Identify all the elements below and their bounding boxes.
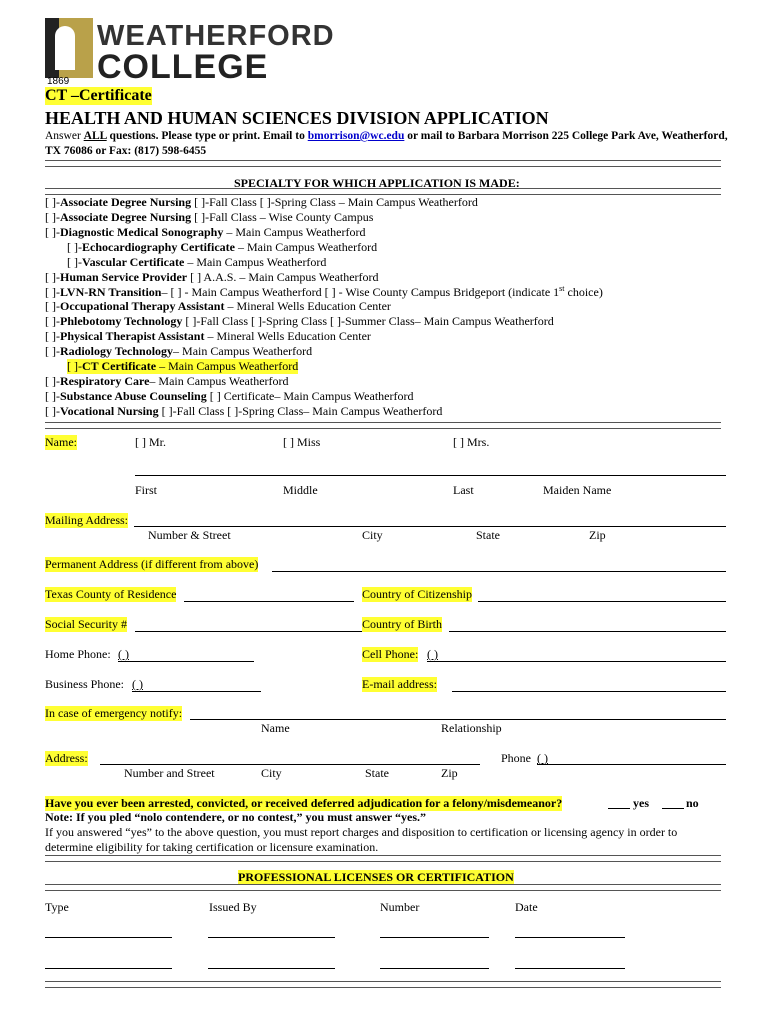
logo-year: 1869 <box>47 76 70 87</box>
program-item[interactable] <box>45 210 373 225</box>
country-citizenship-label: Country of Citizenship <box>362 587 472 601</box>
emergency-contact-field[interactable] <box>190 719 726 720</box>
program-item[interactable] <box>45 329 371 344</box>
program-options: [ ] Certificate– Main Campus Weatherford <box>206 388 414 403</box>
texas-county-label: Texas County of Residence <box>45 587 177 601</box>
email-link[interactable]: bmorrison@wc.edu <box>307 130 405 142</box>
last-label: Last <box>453 483 474 497</box>
program-item[interactable] <box>45 284 603 300</box>
program-options: [ ]-Fall Class [ ]-Spring Class – Main Campus Weatherford <box>191 195 478 209</box>
city-label: City <box>362 528 383 542</box>
street-label: Number & Street <box>148 528 231 542</box>
program-name: CT Certificate <box>82 358 157 373</box>
business-phone-label: Business Phone: <box>45 677 125 691</box>
program-checkbox[interactable]: [ ]- <box>45 373 60 388</box>
program-name: Human Service Provider <box>60 269 188 284</box>
program-item[interactable] <box>67 359 298 374</box>
certificate-label: CT –Certificate <box>45 87 152 104</box>
separator <box>45 884 721 891</box>
program-options: – Main Campus Weatherford <box>223 224 366 239</box>
program-item[interactable] <box>45 344 312 359</box>
program-checkbox[interactable]: [ ]- <box>67 358 82 373</box>
cell-phone-field[interactable] <box>427 661 726 662</box>
nolo-note: Note: If you pled “nolo contendere, or no contest,” you must answer “yes.” <box>45 810 426 824</box>
city2-label: City <box>261 766 282 780</box>
program-checkbox[interactable]: [ ]- <box>45 269 60 284</box>
license-type-field[interactable] <box>45 968 172 969</box>
program-options: [ ]-Fall Class – Wise County Campus <box>191 209 374 224</box>
program-checkbox[interactable]: [ ]- <box>45 329 60 344</box>
program-item[interactable] <box>45 195 478 210</box>
emergency-phone-area: ( ) <box>537 751 548 765</box>
middle-label: Middle <box>283 483 318 497</box>
program-checkbox[interactable]: [ ]- <box>45 388 60 403</box>
program-options: – Mineral Wells Education Center <box>224 299 391 314</box>
license-type-label: Type <box>45 900 69 914</box>
bell-tower-logo-mark <box>45 18 93 78</box>
maiden-name-label: Maiden Name <box>543 483 612 497</box>
separator <box>45 188 721 195</box>
program-item[interactable] <box>45 374 289 389</box>
program-options: – Main Campus Weatherford <box>149 373 289 388</box>
program-checkbox[interactable]: [ ]- <box>45 195 60 209</box>
full-name-field[interactable] <box>135 475 726 476</box>
license-number-label: Number <box>380 900 420 914</box>
yes-label: yes <box>633 796 649 810</box>
instructions-line2: TX 76086 or Fax: (817) 598-6455 <box>45 145 207 157</box>
ordinal-superscript: st <box>559 284 565 294</box>
program-checkbox[interactable]: [ ]- <box>45 224 60 239</box>
logo-text-weatherford: WEATHERFORD <box>97 20 335 52</box>
program-name: Vascular Certificate <box>82 254 185 269</box>
program-options: [ ] A.A.S. – Main Campus Weatherford <box>187 269 379 284</box>
cell-phone-label: Cell Phone: <box>362 647 419 661</box>
program-item[interactable] <box>67 255 326 270</box>
emergency-address-field[interactable] <box>100 764 480 765</box>
page-title: HEALTH AND HUMAN SCIENCES DIVISION APPLICATION <box>45 108 549 128</box>
separator <box>45 981 721 988</box>
program-name: Respiratory Care <box>60 373 150 388</box>
program-options: [ ]-Fall Class [ ]-Spring Class [ ]-Summer Class– Main Campus Weatherford <box>182 314 554 329</box>
state-label: State <box>476 528 500 542</box>
program-name: Phlebotomy Technology <box>60 314 183 329</box>
license-issued-field[interactable] <box>208 937 335 938</box>
state2-label: State <box>365 766 389 780</box>
separator <box>45 160 721 167</box>
arrest-question: Have you ever been arrested, convicted, or received deferred adjudication for a felony/misdemeanor? <box>45 796 563 810</box>
license-number-field[interactable] <box>380 968 489 969</box>
program-options-tail: choice) <box>564 285 603 300</box>
arrest-explanation-1: If you answered “yes” to the above question, you must report charges and disposition to certification or licensing agency in order to <box>45 825 678 839</box>
emergency-phone-label: Phone <box>501 751 531 765</box>
emergency-phone-field[interactable] <box>537 764 726 765</box>
program-item[interactable] <box>45 404 442 419</box>
program-item[interactable] <box>45 225 365 240</box>
permanent-address-field[interactable] <box>272 571 726 572</box>
license-issued-label: Issued By <box>209 900 257 914</box>
email-address-label: E-mail address: <box>362 677 437 691</box>
first-label: First <box>135 483 158 497</box>
program-name: Associate Degree Nursing <box>60 209 192 224</box>
program-checkbox[interactable]: [ ]- <box>45 344 60 358</box>
country-citizenship-field[interactable] <box>478 601 726 602</box>
separator <box>45 855 721 862</box>
program-name: Vocational Nursing <box>60 403 159 418</box>
program-item[interactable] <box>45 270 379 285</box>
separator <box>45 422 721 429</box>
email-address-field[interactable] <box>452 691 726 692</box>
program-item[interactable] <box>67 240 377 255</box>
emergency-contact-label: In case of emergency notify: <box>45 706 183 720</box>
licenses-heading: PROFESSIONAL LICENSES OR CERTIFICATION <box>238 870 514 884</box>
program-options: – Main Campus Weatherford <box>173 344 313 358</box>
license-issued-field[interactable] <box>208 968 335 969</box>
country-birth-field[interactable] <box>449 631 726 632</box>
address2-label: Address: <box>45 751 88 765</box>
logo-text-college: COLLEGE <box>97 48 269 86</box>
ssn-field[interactable] <box>135 631 362 632</box>
program-options: – Mineral Wells Education Center <box>204 329 371 344</box>
name-label: Name: <box>45 435 77 449</box>
program-name: Occupational Therapy Assistant <box>60 299 225 314</box>
program-checkbox[interactable]: [ ]- <box>45 209 60 224</box>
country-birth-label: Country of Birth <box>362 617 442 631</box>
relationship-label: Relationship <box>441 721 502 735</box>
title-miss-checkbox[interactable]: [ ] Miss <box>283 435 321 449</box>
license-number-field[interactable] <box>380 937 489 938</box>
program-name: Echocardiography Certificate <box>82 239 235 254</box>
zip2-label: Zip <box>441 766 458 780</box>
program-checkbox[interactable]: [ ]- <box>45 314 60 329</box>
license-date-field[interactable] <box>515 937 625 938</box>
business-phone-area: ( ) <box>132 677 143 691</box>
program-name: LVN-RN Transition <box>60 285 162 300</box>
license-date-label: Date <box>515 900 538 914</box>
specialty-heading: SPECIALTY FOR WHICH APPLICATION IS MADE: <box>234 176 520 190</box>
instructions-line1: Answer ALL questions. Please type or print. Email to bmorrison@wc.edu or mail to Barbara Morrison 225 College Park Ave, Weatherford, <box>45 130 728 142</box>
texas-county-field[interactable] <box>184 601 354 602</box>
program-options: – Main Campus Weatherford <box>234 239 378 254</box>
program-options: – Main Campus Weatherford <box>156 358 299 373</box>
title-mrs-checkbox[interactable]: [ ] Mrs. <box>453 435 490 449</box>
number-street-label: Number and Street <box>124 766 215 780</box>
mailing-address-label: Mailing Address: <box>45 513 128 527</box>
license-date-field[interactable] <box>515 968 625 969</box>
program-name: Radiology Technology <box>60 344 174 358</box>
cell-phone-area: ( ) <box>427 647 438 661</box>
program-checkbox[interactable]: [ ]- <box>67 254 82 269</box>
emergency-name-label: Name <box>261 721 290 735</box>
program-name: Diagnostic Medical Sonography <box>60 224 224 239</box>
mailing-address-field[interactable] <box>134 526 726 527</box>
program-name: Associate Degree Nursing <box>60 195 192 209</box>
home-phone-label: Home Phone: <box>45 647 111 661</box>
ssn-label: Social Security # <box>45 617 127 631</box>
arrest-explanation-2: determine eligibility for taking certification or licensure examination. <box>45 840 379 854</box>
program-options: [ ]-Fall Class [ ]-Spring Class– Main Campus Weatherford <box>158 403 443 418</box>
program-options: – [ ] - Main Campus Weatherford [ ] - Wise County Campus Bridgeport (indicate 1 <box>161 285 560 300</box>
home-phone-area: ( ) <box>118 647 129 661</box>
business-phone-field[interactable] <box>132 691 261 692</box>
program-name: Substance Abuse Counseling <box>60 388 207 403</box>
no-label: no <box>686 796 699 810</box>
program-item[interactable] <box>45 314 554 329</box>
zip-label: Zip <box>589 528 606 542</box>
program-checkbox[interactable]: [ ]- <box>67 239 82 254</box>
program-checkbox[interactable]: [ ]- <box>45 299 60 314</box>
program-item[interactable] <box>45 299 391 314</box>
program-item[interactable] <box>45 389 413 404</box>
home-phone-field[interactable] <box>118 661 254 662</box>
program-checkbox[interactable]: [ ]- <box>45 403 60 418</box>
program-options: – Main Campus Weatherford <box>184 254 327 269</box>
license-type-field[interactable] <box>45 937 172 938</box>
arrest-yes-field[interactable] <box>608 808 630 809</box>
arrest-no-field[interactable] <box>662 808 684 809</box>
program-checkbox[interactable]: [ ]- <box>45 285 60 300</box>
title-mr-checkbox[interactable]: [ ] Mr. <box>135 435 166 449</box>
college-logo <box>45 18 335 88</box>
program-name: Physical Therapist Assistant <box>60 329 205 344</box>
permanent-address-label: Permanent Address (if different from above) <box>45 557 259 571</box>
